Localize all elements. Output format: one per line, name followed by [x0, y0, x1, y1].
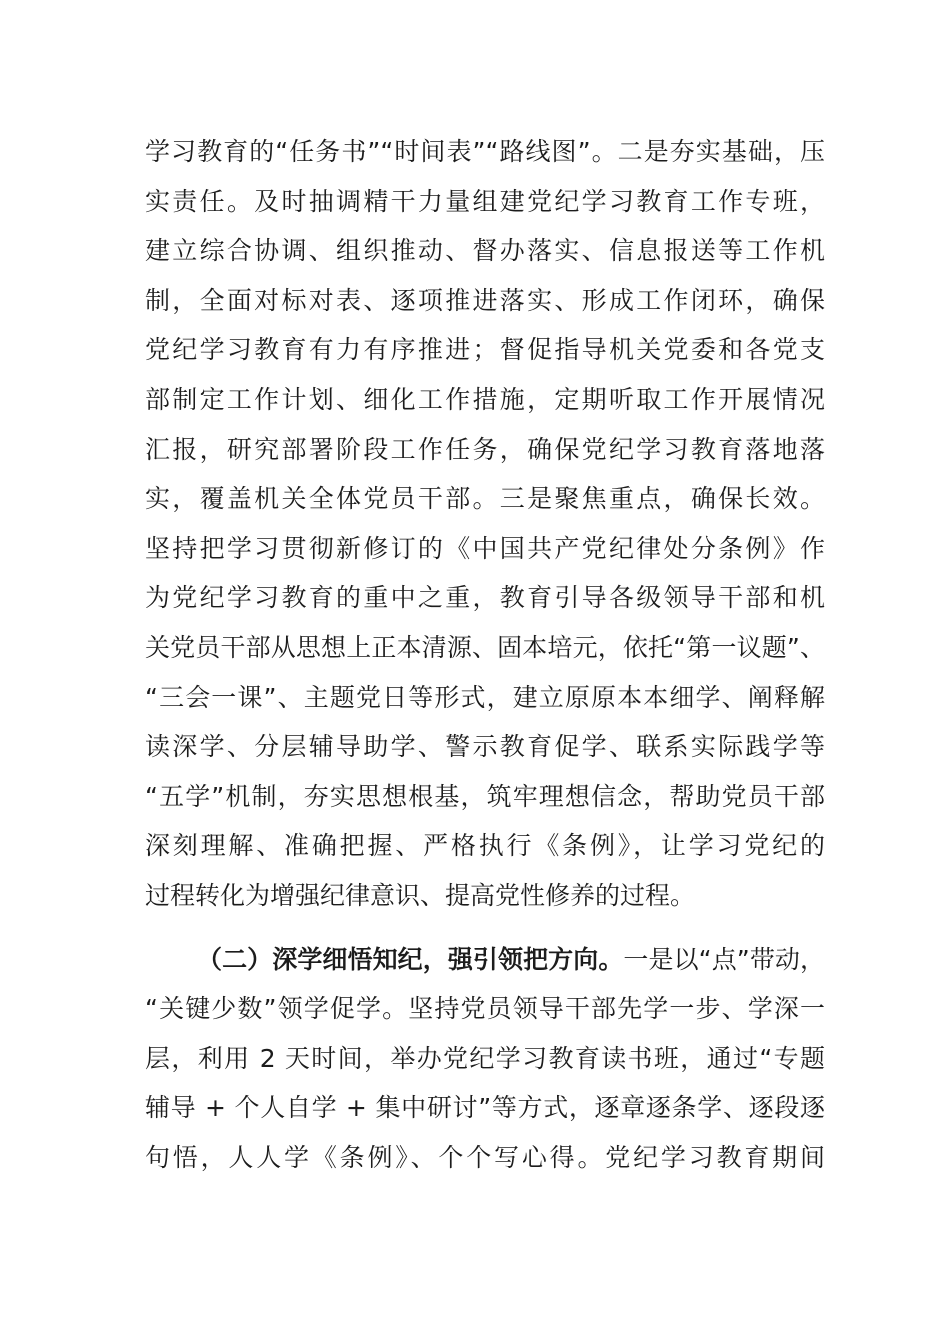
- text-line: 层，利用 2 天时间，举办党纪学习教育读书班，通过“专题: [145, 1043, 825, 1073]
- text-line: 党纪学习教育有力有序推进；督促指导机关党委和各党支: [145, 335, 825, 365]
- text-line: 汇报，研究部署阶段工作任务，确保党纪学习教育落地落: [145, 434, 825, 464]
- text-run: 一是以“点”带动，: [623, 944, 825, 974]
- text-line: 建立综合协调、组织推动、督办落实、信息报送等工作机: [145, 236, 825, 266]
- document-body: [145, 127, 825, 1182]
- text-line: 句悟，人人学《条例》、个个写心得。党纪学习教育期间: [145, 1142, 825, 1172]
- paragraph-1: [145, 127, 825, 921]
- text-line: “五学”机制，夯实思想根基，筑牢理想信念，帮助党员干部: [145, 781, 825, 811]
- paragraph-2-first-line: [145, 935, 825, 985]
- text-line: 关党员干部从思想上正本清源、固本培元，依托“第一议题”、: [145, 632, 825, 662]
- paragraph-2: [145, 935, 825, 1183]
- text-line: 部制定工作计划、细化工作措施，定期听取工作开展情况: [145, 384, 825, 414]
- text-line: 坚持把学习贯彻新修订的《中国共产党纪律处分条例》作: [145, 533, 825, 563]
- text-line: 学习教育的“任务书”“时间表”“路线图”。二是夯实基础，压: [145, 137, 825, 166]
- text-line: “关键少数”领学促学。坚持党员领导干部先学一步、学深一: [145, 994, 825, 1024]
- text-line: 过程转化为增强纪律意识、提高党性修养的过程。: [145, 880, 696, 910]
- paragraph-gap: [145, 921, 825, 935]
- text-line: 辅导 + 个人自学 + 集中研讨”等方式，逐章逐条学、逐段逐: [145, 1093, 825, 1123]
- text-line: “三会一课”、主题党日等形式，建立原原本本细学、阐释解: [145, 682, 825, 712]
- text-line: 实，覆盖机关全体党员干部。三是聚焦重点，确保长效。: [145, 484, 825, 514]
- text-line: 深刻理解、准确把握、严格执行《条例》，让学习党纪的: [145, 831, 825, 861]
- text-line: 为党纪学习教育的重中之重，教育引导各级领导干部和机: [145, 583, 825, 613]
- section-heading: （二）深学细悟知纪，强引领把方向。: [197, 944, 624, 974]
- text-line: 实责任。及时抽调精干力量组建党纪学习教育工作专班，: [145, 186, 825, 216]
- text-line: 制，全面对标对表、逐项推进落实、形成工作闭环，确保: [145, 285, 825, 315]
- text-line: 读深学、分层辅导助学、警示教育促学、联系实际践学等: [145, 732, 825, 762]
